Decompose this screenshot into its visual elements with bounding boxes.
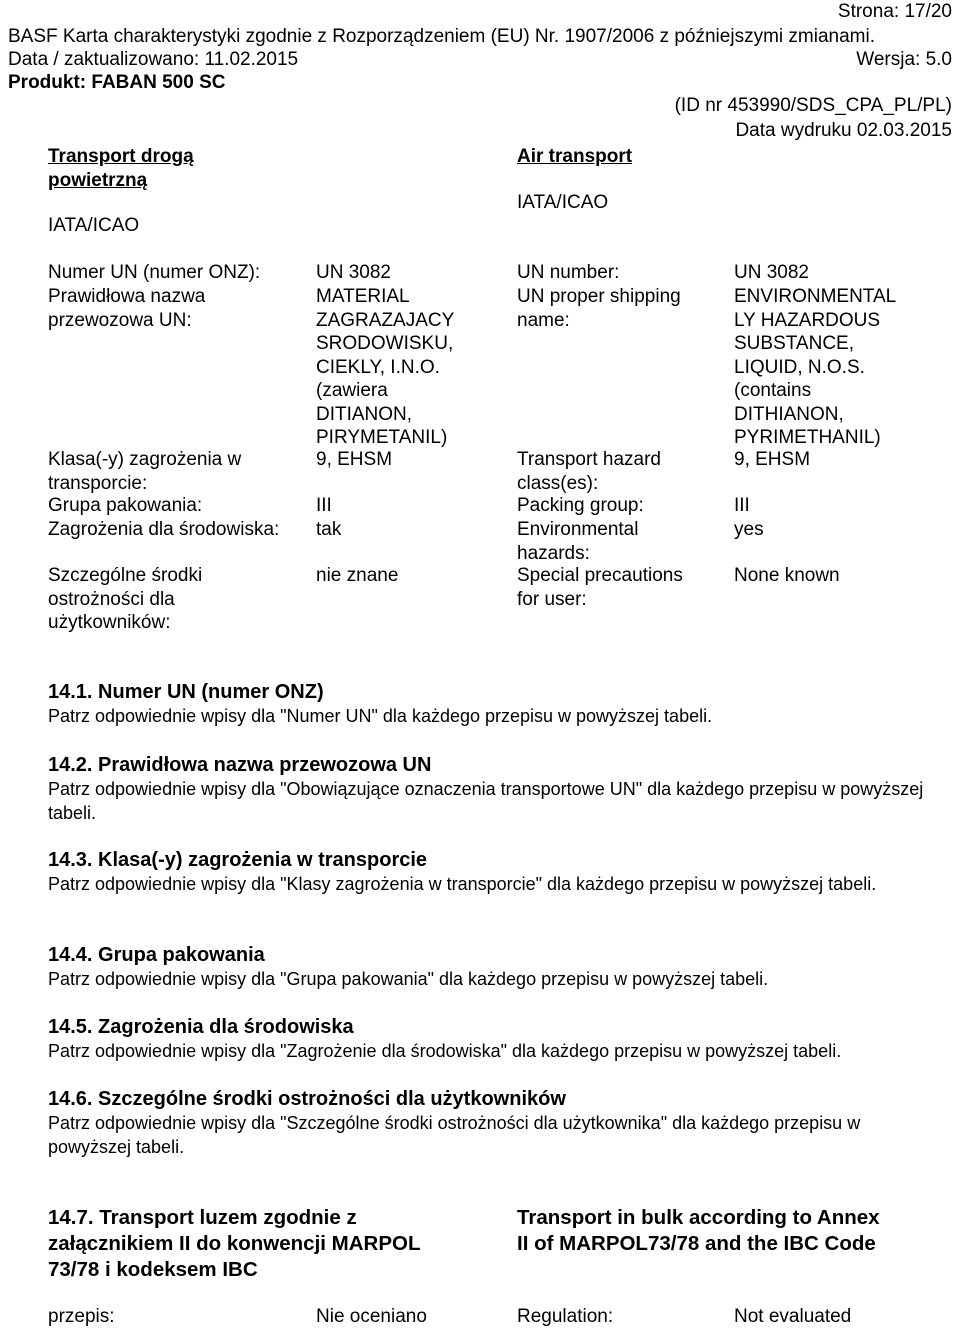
- print-date: Data wydruku 02.03.2015: [735, 120, 952, 141]
- packing-group-label-pl: Grupa pakowania:: [48, 495, 203, 516]
- un-number-value-en: UN 3082: [734, 262, 809, 283]
- special-precautions-value-en: None known: [734, 565, 840, 586]
- bulk-title-en: Transport in bulk according to Annex II of MARPOL73/78 and the IBC Code: [517, 1206, 880, 1255]
- packing-group-value-pl: III: [316, 495, 332, 516]
- hazard-class-value-en: 9, EHSM: [734, 449, 811, 470]
- regulation-label-pl: przepis:: [48, 1306, 115, 1327]
- special-precautions-label-en: Special precautions for user:: [517, 565, 683, 610]
- special-precautions-value-pl: nie znane: [316, 565, 399, 586]
- air-title-pl: Transport drogą powietrzną: [48, 146, 194, 191]
- product-label: Produkt:: [8, 72, 87, 93]
- un-number-label-en: UN number:: [517, 262, 620, 283]
- section-14-1: [48, 680, 948, 729]
- section-number: 14.4.: [48, 944, 93, 966]
- special-precautions-label-pl: Szczególne środki ostrożności dla użytkowników:: [48, 565, 203, 633]
- section-title: Zagrożenia dla środowiska: [98, 1016, 354, 1038]
- section-14-2: [48, 753, 948, 825]
- section-heading: [48, 680, 948, 705]
- env-hazards-value-en: yes: [734, 519, 764, 540]
- section-number: 14.5.: [48, 1016, 93, 1038]
- section-text: Patrz odpowiednie wpisy dla "Zagrożenie dla środowiska" dla każdego przepisu w powyższej tabeli.: [48, 1041, 842, 1061]
- air-title-en: Air transport: [517, 146, 633, 167]
- env-hazards-value-pl: tak: [316, 519, 342, 540]
- section-heading: [48, 753, 948, 778]
- section-14-6: [48, 1087, 948, 1159]
- revision-date: Data / zaktualizowano: 11.02.2015: [8, 49, 299, 70]
- shipping-name-label-en: UN proper shipping name:: [517, 286, 681, 331]
- product-line: [8, 71, 226, 94]
- regulation-line: BASF Karta charakterystyki zgodnie z Rozporządzeniem (EU) Nr. 1907/2006 z późniejszymi zmianami.: [8, 26, 875, 47]
- document-id: (ID nr 453990/SDS_CPA_PL/PL): [674, 95, 952, 116]
- page-number: Strona: 17/20: [837, 1, 952, 22]
- section-number: 14.2.: [48, 754, 93, 776]
- un-number-label-pl: Numer UN (numer ONZ):: [48, 262, 261, 283]
- section-title: Grupa pakowania: [98, 944, 265, 966]
- section-title: Prawidłowa nazwa przewozowa UN: [98, 754, 432, 776]
- shipping-name-value-en: ENVIRONMENTAL LY HAZARDOUS SUBSTANCE, LIQUID, N.O.S. (contains DITHIANON, PYRIMETHANIL): [734, 286, 897, 448]
- section-title: Numer UN (numer ONZ): [98, 681, 324, 703]
- un-number-value-pl: UN 3082: [316, 262, 391, 283]
- version: Wersja: 5.0: [856, 49, 952, 70]
- env-hazards-label-pl: Zagrożenia dla środowiska:: [48, 519, 280, 540]
- section-number: 14.6.: [48, 1088, 93, 1110]
- section-heading: [48, 848, 948, 873]
- section-heading: [48, 943, 948, 968]
- hazard-class-label-pl: Klasa(-y) zagrożenia w transporcie:: [48, 449, 242, 494]
- air-code-en: IATA/ICAO: [517, 192, 609, 213]
- section-14-5: [48, 1015, 952, 1064]
- section-number: 14.3.: [48, 849, 93, 871]
- regulation-value-pl: Nie oceniano: [316, 1306, 427, 1327]
- section-title: Szczególne środki ostrożności dla użytkowników: [98, 1088, 566, 1110]
- shipping-name-value-pl: MATERIAL ZAGRAZAJACY SRODOWISKU, CIEKLY, I.N.O. (zawiera DITIANON, PIRYMETANIL): [316, 286, 455, 448]
- section-heading: [48, 1087, 948, 1112]
- packing-group-value-en: III: [734, 495, 750, 516]
- bulk-title-pl: 14.7. Transport luzem zgodnie z załącznikiem II do konwencji MARPOL 73/78 i kodeksem IBC: [48, 1206, 421, 1281]
- air-code-pl: IATA/ICAO: [48, 215, 140, 236]
- regulation-value-en: Not evaluated: [734, 1306, 852, 1327]
- section-14-3: [48, 848, 948, 897]
- section-text: Patrz odpowiednie wpisy dla "Szczególne środki ostrożności dla użytkownika" dla każdego przepisu w powyższej tabeli.: [48, 1113, 861, 1157]
- section-text: Patrz odpowiednie wpisy dla "Klasy zagrożenia w transporcie" dla każdego przepisu w powyższej tabeli.: [48, 874, 877, 894]
- section-heading: [48, 1015, 952, 1040]
- section-text: Patrz odpowiednie wpisy dla "Numer UN" dla każdego przepisu w powyższej tabeli.: [48, 706, 713, 726]
- section-text: Patrz odpowiednie wpisy dla "Grupa pakowania" dla każdego przepisu w powyższej tabeli.: [48, 969, 769, 989]
- hazard-class-value-pl: 9, EHSM: [316, 449, 393, 470]
- shipping-name-label-pl: Prawidłowa nazwa przewozowa UN:: [48, 286, 206, 331]
- regulation-label-en: Regulation:: [517, 1306, 614, 1327]
- hazard-class-label-en: Transport hazard class(es):: [517, 449, 661, 494]
- section-number: 14.1.: [48, 681, 93, 703]
- section-title: Klasa(-y) zagrożenia w transporcie: [98, 849, 428, 871]
- product-name: FABAN 500 SC: [91, 72, 226, 93]
- packing-group-label-en: Packing group:: [517, 495, 644, 516]
- section-text: Patrz odpowiednie wpisy dla "Obowiązujące oznaczenia transportowe UN" dla każdego przepisu w powyższej tabeli.: [48, 779, 924, 823]
- section-14-4: [48, 943, 948, 992]
- env-hazards-label-en: Environmental hazards:: [517, 519, 639, 564]
